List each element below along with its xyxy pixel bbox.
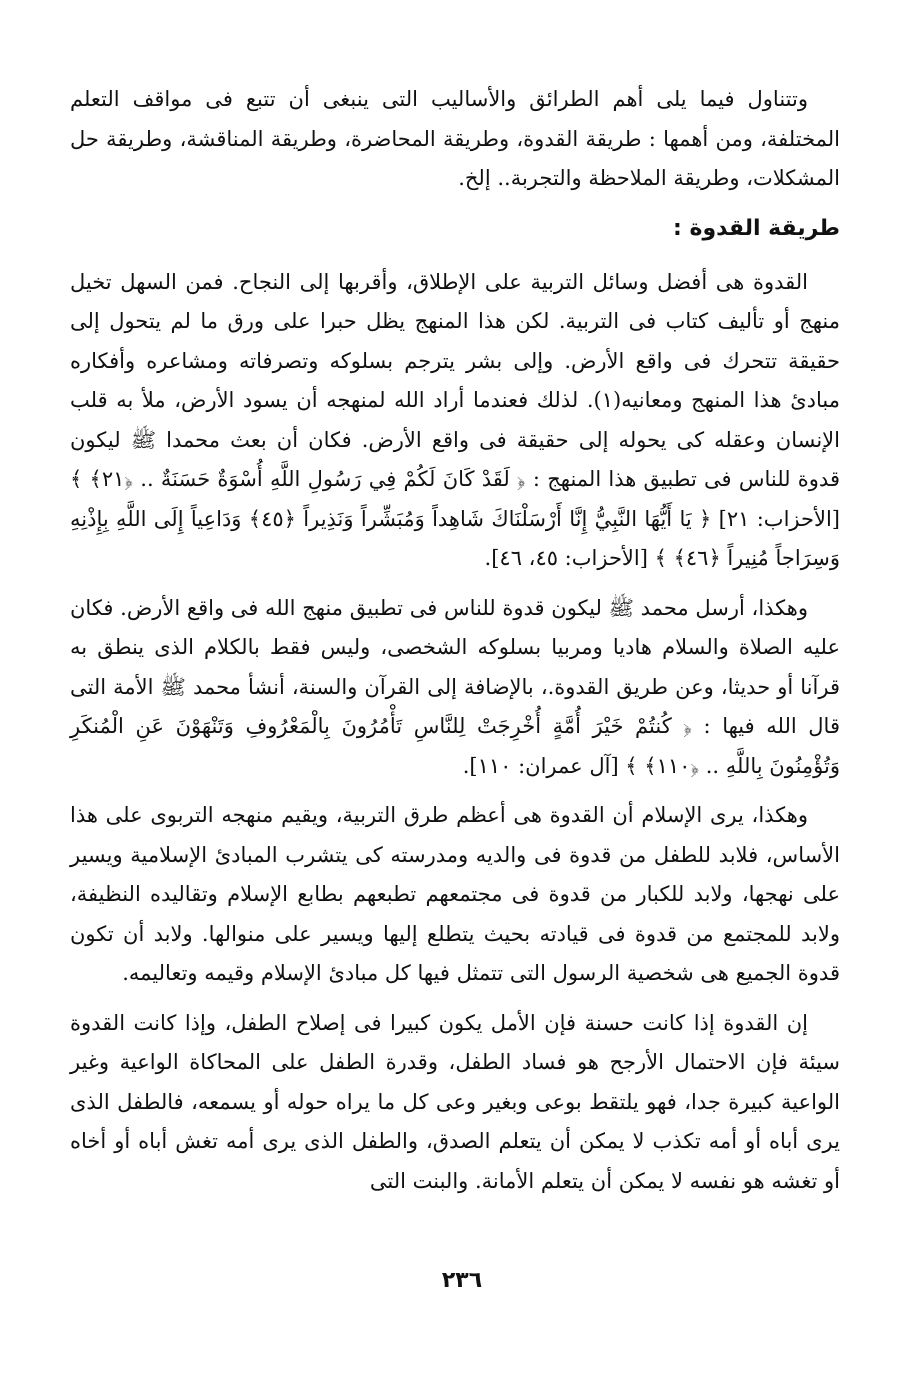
book-page [70, 80, 840, 1360]
section-heading: طريقة القدوة : [673, 215, 840, 241]
page-number: ٢٣٦ [441, 1268, 483, 1293]
paragraph-islamic-method: وهكذا، يرى الإسلام أن القدوة هى أعظم طرق التربية، ويقيم منهجه التربوى على هذا الأساس، فلابد للطفل من قدوة فى والديه ومدرسته كى يتشرب المبادئ الإسلامية ويسير على نهجها، ولابد للكبار من قدوة فى مجتمعهم تطبعهم بطابع الإسلام وتقاليده النظيفة، ولابد للمجتمع من قدوة فى قيادته بحيث يتطلع إليها ويسير على منوالها. ولابد أن تكون قدوة الجميع هى شخصية الرسول التى تتمثل فيها كل مبادئ الإسلام وقيمه وتعاليمه. [70, 803, 840, 985]
paragraph-prophet-example: وهكذا، أرسل محمد ﷺ ليكون قدوة للناس فى تطبيق منهج الله فى واقع الأرض. فكان عليه الصلاة والسلام هاديا ومربيا بسلوكه الشخصى، وليس فقط بالكلام الذى ينطق به قرآنا أو حديثا، وعن طريق القدوة.، بالإضافة إلى القرآن والسنة، أنشأ محمد ﷺ الأمة التى قال الله فيها : ﴿ كُنتُمْ خَيْرَ أُمَّةٍ أُخْرِجَتْ لِلنَّاسِ تَأْمُرُونَ بِالْمَعْرُوفِ وَتَنْهَوْنَ عَنِ الْمُنكَرِ وَتُؤْمِنُونَ بِاللَّهِ .. ﴿١١٠﴾ ﴾ [آل عمران: ١١٠]. [70, 595, 840, 778]
paragraph-qudwa-definition: القدوة هى أفضل وسائل التربية على الإطلاق، وأقربها إلى النجاح. فمن السهل تخيل منهج أو تأليف كتاب فى التربية. لكن هذا المنهج يظل حبرا على ورق ما لم يتحول إلى حقيقة تتحرك فى واقع الأرض. وإلى بشر يترجم بسلوكه وتصرفاته ومشاعره وأفكاره مبادئ هذا المنهج ومعانيه(١). لذلك فعندما أراد الله لمنهجه أن يسود الأرض، ملأ به قلب الإنسان وعقله كى يحوله إلى حقيقة فى واقع الأرض. فكان أن بعث محمدا ﷺ ليكون قدوة للناس فى تطبيق هذا المنهج : ﴿ لَقَدْ كَانَ لَكُمْ فِي رَسُولِ اللَّهِ أُسْوَةٌ حَسَنَةٌ .. ﴿٢١﴾ ﴾ [الأحزاب: ٢١] ﴿ يَا أَيُّهَا النَّبِيُّ إِنَّا أَرْسَلْنَاكَ شَاهِداً وَمُبَشِّراً وَنَذِيراً ﴿٤٥﴾ وَدَاعِياً إِلَى اللَّهِ بِإِذْنِهِ وَسِرَاجاً مُنِيراً ﴿٤٦﴾ ﴾ [الأحزاب: ٤٥، ٤٦]. [70, 269, 840, 570]
intro-paragraph: وتتناول فيما يلى أهم الطرائق والأساليب التى ينبغى أن تتبع فى مواقف التعلم المختلفة، ومن أهمها : طريقة القدوة، وطريقة المحاضرة، وطريقة المناقشة، وطريقة حل المشكلات، وطريقة الملاحظة والتجربة.. إلخ. [70, 87, 840, 190]
paragraph-child-imitation: إن القدوة إذا كانت حسنة فإن الأمل يكون كبيرا فى إصلاح الطفل، وإذا كانت القدوة سيئة فإن الاحتمال الأرجح هو فساد الطفل، وقدرة الطفل على المحاكاة الواعية وغير الواعية كبيرة جدا، فهو يلتقط بوعى وبغير وعى كل ما يراه حوله أو يسمعه، فالطفل الذى يرى أباه أو أمه تكذب لا يمكن أن يتعلم الصدق، والطفل الذى يرى أمه تغش أباه أو أخاه أو تغشه هو نفسه لا يمكن أن يتعلم الأمانة. والبنت التى [70, 1010, 840, 1193]
